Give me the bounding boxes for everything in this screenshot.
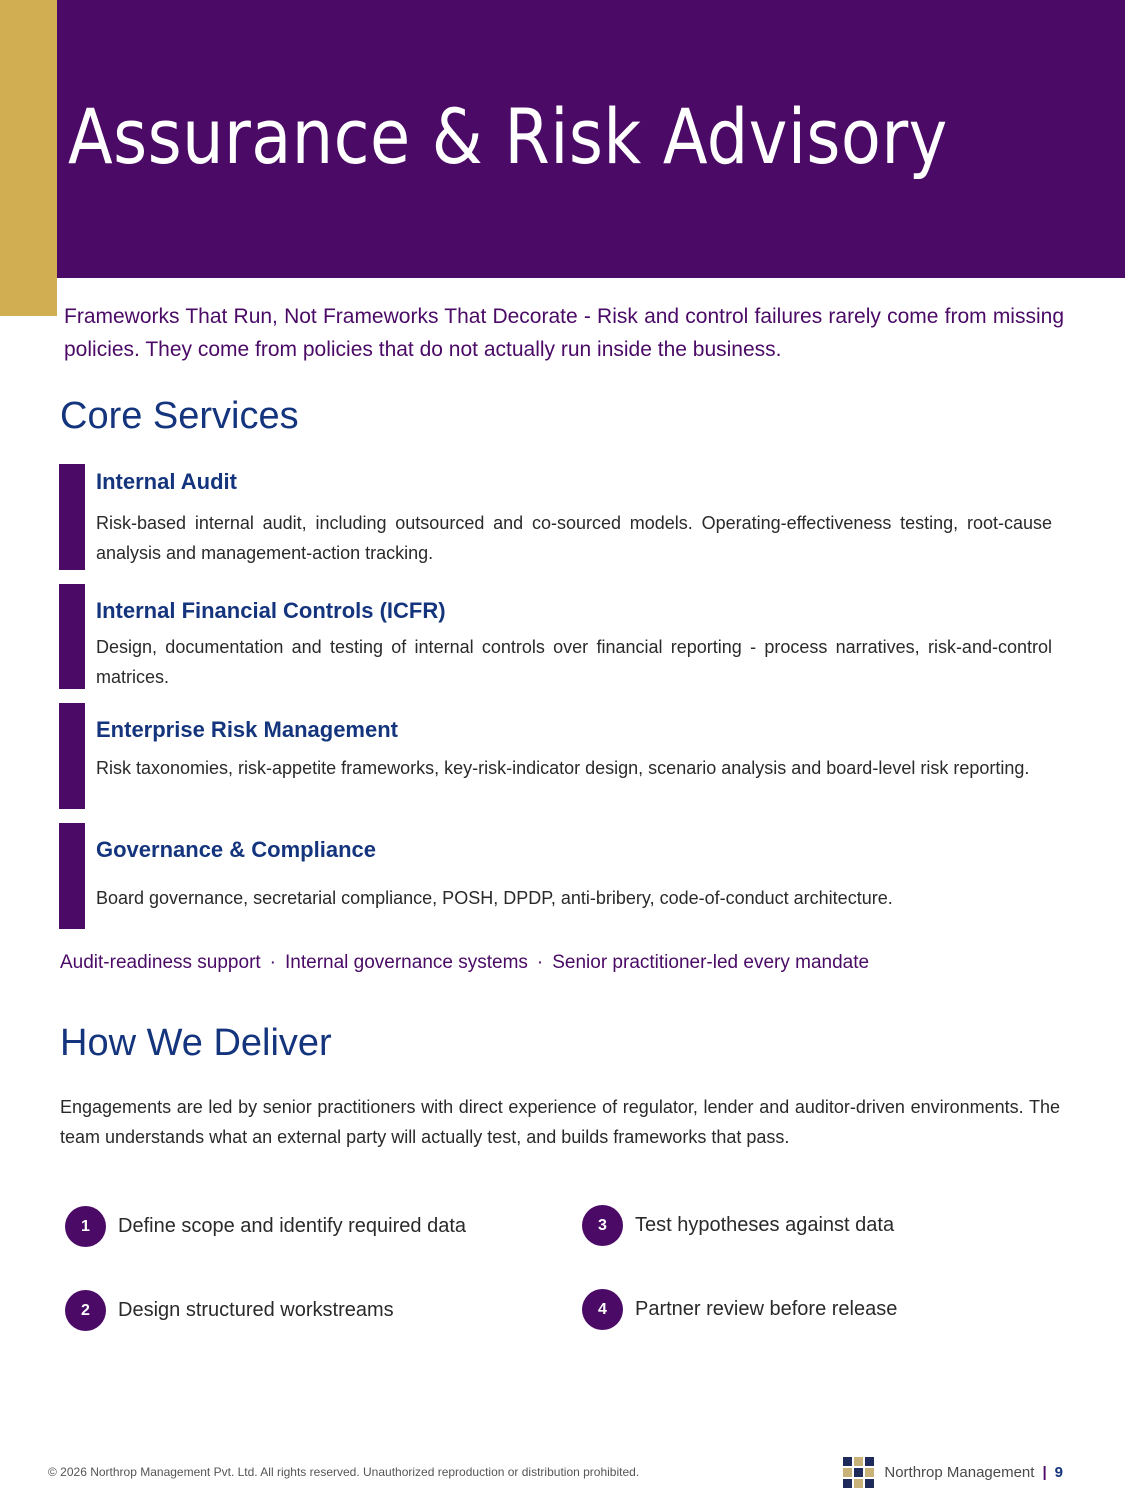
separator-dot: · [536,952,544,973]
deliver-intro: Engagements are led by senior practitioners with direct experience of regulator, lender and auditor-driven environments. The team understands what an external party will actually test, and builds frameworks that pass. [60,1097,1060,1147]
service-card-enterprise-risk [59,703,1059,809]
service-card-governance [59,823,1059,929]
service-title: Governance & Compliance [96,837,376,862]
step-number-badge: 2 [65,1290,106,1331]
brand-name: Northrop Management [884,1464,1035,1481]
footer-brand [843,1457,1063,1488]
highlight-item: Audit-readiness support [60,952,261,973]
step-label: Design structured workstreams [118,1299,394,1321]
page-title: Assurance & Risk Advisory [68,92,948,181]
service-accent-bar [59,464,85,570]
service-accent-bar [59,584,85,689]
step-3 [582,1205,894,1246]
grid-squares-logo-icon [843,1457,874,1488]
how-we-deliver-heading: How We Deliver [60,1022,332,1064]
page-number: 9 [1054,1464,1063,1481]
step-label: Partner review before release [635,1298,898,1320]
service-accent-bar [59,703,85,809]
service-description: Design, documentation and testing of internal controls over financial reporting - process narratives, risk-and-control matrices. [96,637,1052,687]
step-1 [65,1206,466,1247]
step-label: Test hypotheses against data [635,1214,895,1236]
service-title: Enterprise Risk Management [96,717,398,742]
step-number-badge: 3 [582,1205,623,1246]
step-number-badge: 1 [65,1206,106,1247]
footer-separator: | [1042,1464,1047,1481]
footer-copyright: © 2026 Northrop Management Pvt. Ltd. All rights reserved. Unauthorized reproduction or distribution prohibited. [48,1465,640,1479]
step-label: Define scope and identify required data [118,1215,467,1237]
step-number-badge: 4 [582,1289,623,1330]
highlight-item: Senior practitioner-led every mandate [552,952,870,973]
step-4 [582,1289,897,1330]
service-title: Internal Audit [96,469,237,494]
core-services-heading: Core Services [60,395,299,437]
service-description: Risk-based internal audit, including outsourced and co-sourced models. Operating-effectiveness testing, root-cause analysis and management-action tracking. [96,513,1052,563]
service-accent-bar [59,823,85,929]
highlights-line [60,952,869,974]
separator-dot: · [269,952,276,973]
service-card-icfr [59,584,1059,689]
highlight-item: Internal governance systems [285,952,528,973]
gold-accent-bar [0,0,57,316]
service-card-internal-audit [59,464,1059,570]
service-description: Board governance, secretarial compliance, POSH, DPDP, anti-bribery, code-of-conduct architecture. [96,888,893,908]
step-2 [65,1290,394,1331]
service-title: Internal Financial Controls (ICFR) [96,598,446,623]
service-description: Risk taxonomies, risk-appetite frameworks, key-risk-indicator design, scenario analysis and board-level risk reporting. [96,758,1030,778]
tagline: Frameworks That Run, Not Frameworks That Decorate - Risk and control failures rarely come from missing policies. They come from policies that do not actually run inside the business. [64,305,1064,361]
